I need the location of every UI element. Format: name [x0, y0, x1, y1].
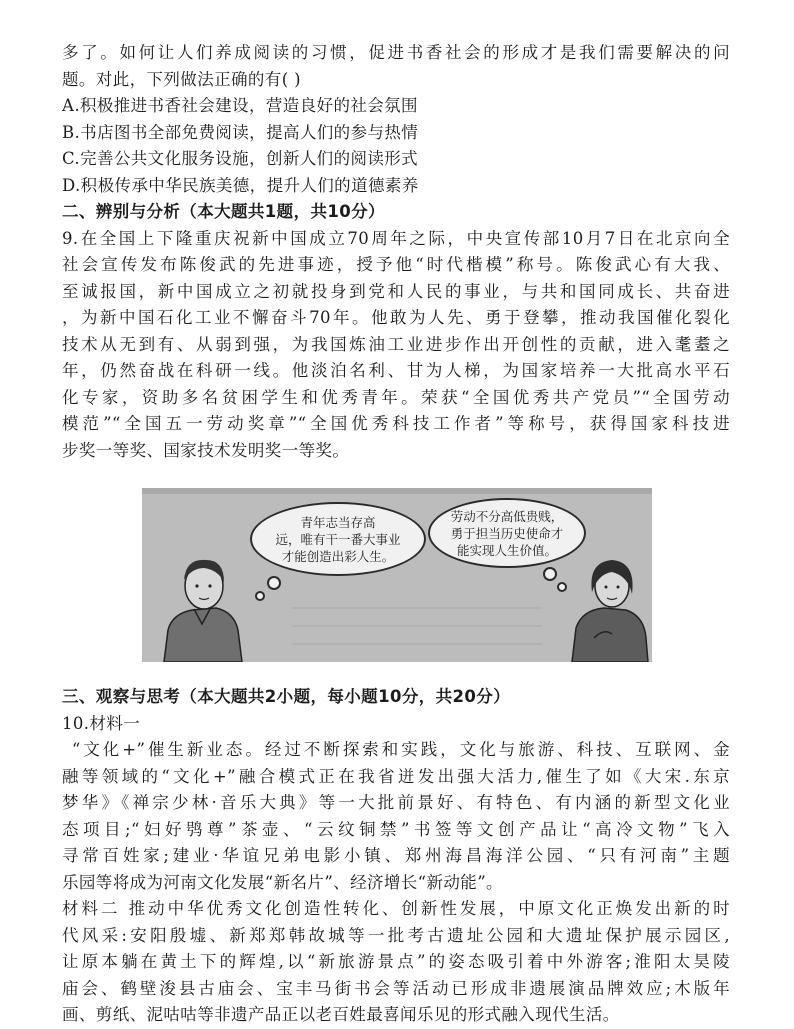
section-2-heading: 二、辨别与分析（本大题共1题，共10分） — [62, 202, 385, 221]
q9-line: 年，仍然奋战在科研一线。他淡泊名利、甘为人梯，为国家培养一大批高水平石 — [62, 361, 730, 380]
q9-line: 至诚报国，新中国成立之初就投身到党和人民的事业，与共和国同成长、共奋进 — [62, 281, 730, 301]
material-1-line: 寻常百姓家;建业·华谊兄弟电影小镇、郑州海昌海洋公园、“只有河南”主题 — [62, 846, 730, 865]
option-b: B.书店图书全部免费阅读，提高人们的参与热情 — [62, 122, 419, 142]
material-1-line: 乐园等将成为河南文化发展“新名片”、经济增长“新动能”。 — [62, 872, 503, 892]
q10-label: 10.材料一 — [62, 713, 141, 733]
q9-line: ，为新中国石化工业不懈奋斗70年。他敢为人先、勇于登攀，推动我国催化裂化 — [62, 308, 730, 327]
thought-bubble-right — [428, 498, 586, 568]
document-page — [62, 40, 730, 1029]
q9-line: 9.在全国上下隆重庆祝新中国成立70周年之际，中央宣传部10月7日在北京向全 — [62, 228, 730, 248]
material-2-line: 庙会、鹤壁浚县古庙会、宝丰马街书会等活动已形成非遗展演品牌效应;木版年 — [62, 978, 730, 998]
material-2-line: 让原本躺在黄土下的辉煌,以“新旅游景点”的姿态吸引着中外游客;淮阳太昊陵 — [62, 952, 730, 971]
q8-text-line: 题。对此，下列做法正确的有( ) — [62, 69, 302, 89]
bubble-right-line: 劳动不分高低贵贱， — [450, 508, 564, 524]
q8-text-line: 多了。如何让人们养成阅读的习惯，促进书香社会的形成才是我们需要解决的问 — [62, 43, 730, 62]
cartoon-figure — [142, 488, 652, 662]
material-2-line: 画、剪纸、泥咕咕等非遗产品正以老百姓最喜闻乐见的形式融入现代生活。 — [62, 1005, 620, 1024]
bubble-right-line: 勇于担当历史使命才 — [450, 525, 564, 541]
material-2-line: 材料二 推动中华优秀文化创造性转化、创新性发展，中原文化正焕发出新的时 — [62, 899, 730, 918]
q9-line: 化专家，资助多名贫困学生和优秀青年。荣获“全国优秀共产党员”“全国劳动 — [62, 387, 730, 407]
material-1-line: 融等领域的“文化+”融合模式正在我省迸发出强大活力,催生了如《大宋.东京 — [62, 766, 730, 786]
material-1-line: 梦华》《禅宗少林·音乐大典》等一大批前景好、有特色、有内涵的新型文化业 — [62, 793, 730, 812]
material-1-line: “文化+”催生新业态。经过不断探索和实践，文化与旅游、科技、互联网、金 — [71, 740, 730, 759]
option-a: A.积极推进书香社会建设，营造良好的社会氛围 — [62, 96, 418, 115]
bubble-left-line: 才能创造出彩人生。 — [281, 548, 395, 564]
q9-line: 技术从无到有、从弱到强，为我国炼油工业进步作出开创性的贡献，进入耄耋之 — [62, 334, 730, 354]
section-3-heading: 三、观察与思考（本大题共2小题，每小题10分，共20分） — [62, 687, 511, 706]
q9-line: 社会宣传发布陈俊武的先进事迹，授予他“时代楷模”称号。陈俊武心有大我、 — [62, 255, 730, 274]
thought-bubble-left — [250, 502, 426, 576]
bubble-right-line: 能实现人生价值。 — [456, 542, 557, 558]
bubble-left-line: 远，唯有干一番大事业 — [275, 531, 401, 547]
material-1-line: 态项目;“妇好鸮尊”茶壶、“云纹铜禁”书签等文创产品让“高冷文物”飞入 — [62, 819, 730, 839]
option-d: D.积极传承中华民族美德，提升人们的道德素养 — [62, 175, 419, 195]
material-2-line: 代风采:安阳殷墟、新郑郑韩故城等一批考古遗址公园和大遗址保护展示园区, — [62, 925, 730, 945]
q9-line: 模范”“全国五一劳动奖章”“全国优秀科技工作者”等称号，获得国家科技进 — [62, 414, 730, 433]
option-c: C.完善公共文化服务设施，创新人们的阅读形式 — [62, 149, 419, 168]
bubble-left-line: 青年志当存高 — [300, 514, 376, 530]
q9-line: 步奖一等奖、国家技术发明奖一等奖。 — [62, 440, 350, 460]
